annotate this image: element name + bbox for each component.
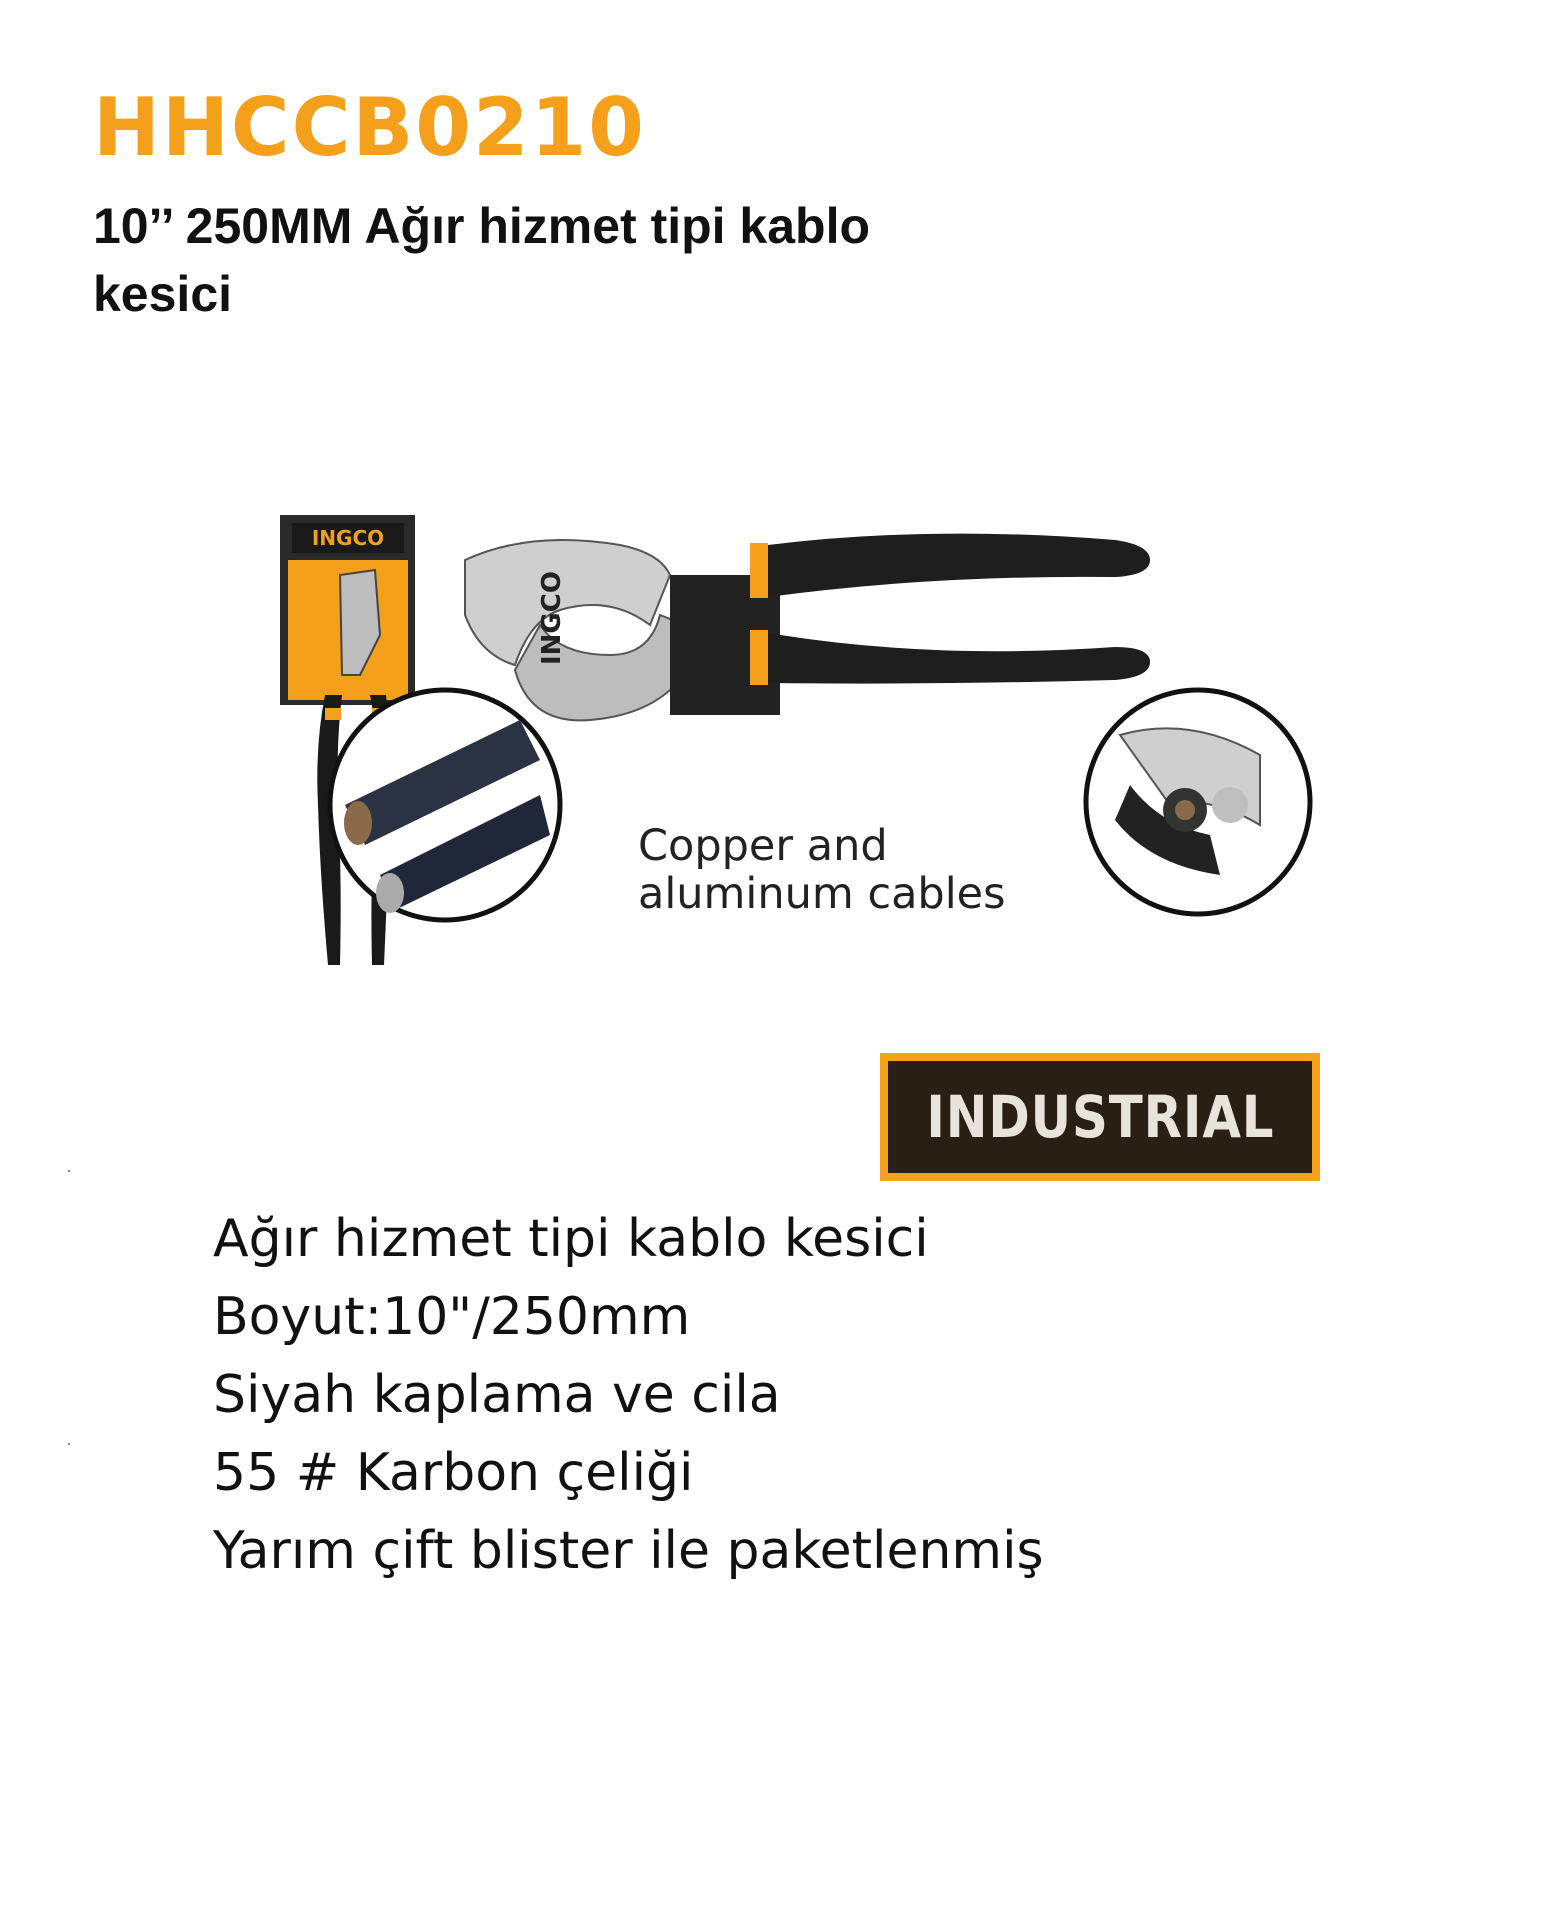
feature-item: Siyah kaplama ve cila: [213, 1365, 781, 1425]
speck-mark: [68, 1170, 70, 1172]
feature-item: Yarım çift blister ile paketlenmiş: [213, 1521, 1044, 1581]
feature-item: Ağır hizmet tipi kablo kesici: [213, 1209, 929, 1269]
feature-item: Boyut:10"/250mm: [213, 1287, 691, 1347]
industrial-badge: [880, 1053, 1320, 1181]
feature-list: [213, 1200, 1044, 1590]
model-code: HHCCB0210: [93, 81, 646, 174]
feature-item: 55 # Karbon çeliği: [213, 1443, 694, 1503]
product-title-line-2: kesici: [93, 266, 233, 322]
speck-mark: [68, 1443, 70, 1445]
product-title: [93, 192, 1093, 328]
cables-callout: [638, 822, 1006, 918]
industrial-badge-label: INDUSTRIAL: [925, 1083, 1275, 1151]
cutting-detail-icon: [1086, 690, 1310, 914]
callout-line-1: Copper and: [638, 821, 888, 871]
product-image: [230, 505, 1340, 1025]
callout-line-2: aluminum cables: [638, 869, 1006, 919]
cable-cutter-illustration: [230, 505, 1340, 1025]
svg-text:INGCO: INGCO: [311, 526, 385, 550]
copper-aluminum-cables-icon: [330, 690, 560, 920]
product-title-line-1: 10’’ 250MM Ağır hizmet tipi kablo: [93, 198, 871, 254]
svg-text:INGCO: INGCO: [537, 571, 567, 665]
cable-cutter-main-icon: [465, 534, 1150, 721]
